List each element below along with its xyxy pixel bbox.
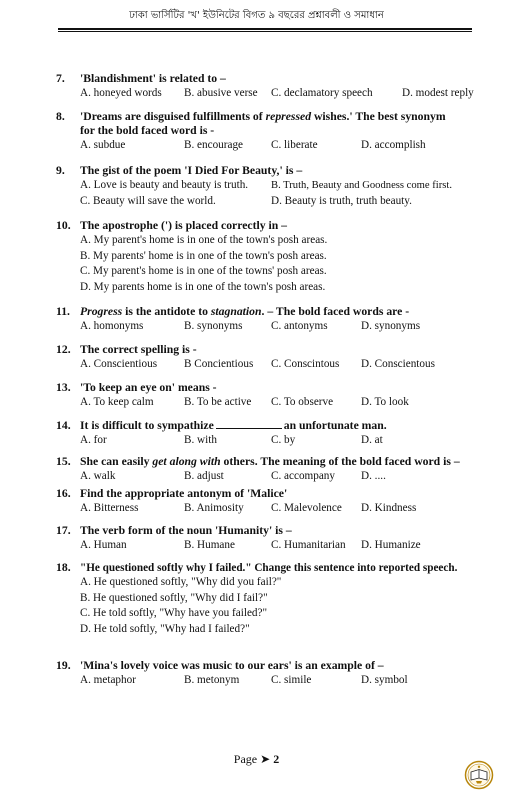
option-c: C. simile [271, 674, 312, 686]
question-text: The gist of the poem 'I Died For Beauty,' is – [80, 164, 303, 177]
option-d: D. To look [361, 396, 409, 408]
page-label: Page [233, 752, 258, 766]
option-b: B. Humane [184, 539, 235, 551]
option-a: A. metaphor [80, 674, 136, 686]
option-d: D. Conscientous [361, 358, 435, 370]
option-d: D. at [361, 434, 383, 446]
question-number: 17. [56, 524, 71, 537]
option-a: A. for [80, 434, 107, 446]
question-number: 13. [56, 381, 71, 394]
question-number: 11. [56, 305, 70, 318]
question-number: 14. [56, 419, 71, 432]
option-b: B. metonym [184, 674, 240, 686]
question-8 [56, 110, 476, 154]
option-d: D. Kindness [361, 502, 417, 514]
page-footer [0, 752, 513, 767]
option-b: B. To be active [184, 396, 252, 408]
question-9 [56, 164, 476, 209]
option-c: C. Conscintous [271, 358, 340, 370]
question-text: She can easily [80, 455, 153, 468]
option-b: B. synonyms [184, 320, 243, 332]
question-text: The verb form of the noun 'Humanity' is – [80, 524, 292, 537]
option-a: A. subdue [80, 139, 126, 151]
option-a: A. homonyms [80, 320, 144, 332]
question-18 [56, 561, 476, 637]
header-rule-thin [58, 31, 472, 32]
question-12 [56, 343, 476, 373]
question-text-continued: for the bold faced word is - [80, 124, 215, 137]
header-rule [58, 28, 472, 30]
question-text-emphasis: repressed [265, 110, 312, 123]
question-14 [56, 419, 476, 449]
question-text: It is difficult to sympathize [80, 419, 214, 432]
question-number: 16. [56, 487, 71, 500]
question-number: 18. [56, 561, 71, 574]
option-a: A. To keep calm [80, 396, 154, 408]
question-number: 15. [56, 455, 71, 468]
option-d: D. Beauty is truth, truth beauty. [271, 194, 412, 207]
question-number: 9. [56, 164, 65, 177]
option-b: B. Animosity [184, 502, 244, 514]
question-text: Find the appropriate antonym of 'Malice' [80, 487, 288, 500]
option-d: D. .... [361, 470, 386, 482]
question-text: . – The bold faced words are - [261, 305, 410, 318]
option-b: B. My parents' home is in one of the town's posh areas. [80, 249, 327, 262]
page-number: 2 [273, 752, 280, 766]
answer-blank [216, 428, 282, 429]
option-d: D. He told softly, "Why had I failed?" [80, 622, 250, 635]
option-d: D. My parents home is in one of the town's posh areas. [80, 280, 326, 293]
option-c: C. liberate [271, 139, 318, 151]
question-text: wishes.' The best synonym [311, 110, 446, 123]
option-a: A. honeyed words [80, 87, 162, 99]
arrow-icon: ➤ [260, 752, 271, 766]
question-text: The apostrophe (') is placed correctly in – [80, 219, 288, 232]
question-10 [56, 219, 476, 295]
option-b: B Concientious [184, 358, 254, 370]
option-c: C. antonyms [271, 320, 328, 332]
option-c: C. accompany [271, 470, 335, 482]
option-b: B. with [184, 434, 217, 446]
option-a: A. walk [80, 470, 116, 482]
question-text: "He questioned softly why I failed." Change this sentence into reported speech. [80, 562, 458, 574]
question-19 [56, 659, 476, 689]
option-b: B. encourage [184, 139, 244, 151]
question-text-emphasis: Progress [80, 305, 123, 318]
option-a: A. Bitterness [80, 502, 139, 514]
option-c: C. declamatory speech [271, 87, 373, 99]
question-text: others. The meaning of the bold faced word is – [220, 455, 460, 468]
question-number: 19. [56, 659, 71, 672]
option-a: A. Love is beauty and beauty is truth. [80, 179, 249, 191]
option-d: D. synonyms [361, 320, 421, 332]
option-d: D. modest reply [402, 87, 474, 99]
question-number: 10. [56, 219, 71, 232]
option-a: A. He questioned softly, "Why did you fail?" [80, 576, 282, 588]
question-text: The correct spelling is - [80, 343, 197, 356]
option-c: C. To observe [271, 396, 334, 408]
option-b: B. adjust [184, 470, 224, 482]
question-text-emphasis: stagnation [210, 305, 262, 318]
option-a: A. Human [80, 539, 127, 551]
question-text: is the antidote to [122, 305, 211, 318]
option-b: B. abusive verse [184, 87, 258, 99]
question-16 [56, 487, 476, 517]
question-text-emphasis: get along with [152, 455, 221, 468]
book-emblem-icon [464, 760, 494, 790]
option-c: C. My parent's home is in one of the towns' posh areas. [80, 265, 327, 277]
question-11 [56, 305, 476, 335]
option-c: C. He told softly, "Why have you failed?" [80, 607, 268, 619]
question-number: 12. [56, 343, 71, 356]
option-d: D. Humanize [361, 539, 421, 551]
option-c: C. Malevolence [271, 502, 342, 514]
question-number: 8. [56, 110, 65, 123]
option-c: C. Beauty will save the world. [80, 194, 216, 207]
option-b: B. Truth, Beauty and Goodness come first. [271, 180, 452, 191]
question-text: 'Mina's lovely voice was music to our ears' is an example of – [80, 659, 384, 672]
option-b: B. He questioned softly, "Why did I fail?" [80, 591, 268, 604]
option-c: C. Humanitarian [271, 539, 346, 551]
option-d: D. accomplish [361, 139, 426, 151]
question-17 [56, 524, 476, 554]
question-7 [56, 72, 476, 102]
question-text: 'To keep an eye on' means - [80, 381, 217, 394]
page-header: ঢাকা ভার্সিটির 'খ' ইউনিটের বিগত ৯ বছরের প্রশ্নাবলী ও সমাধান [129, 10, 384, 21]
question-text: 'Dreams are disguised fulfillments of [80, 110, 266, 123]
option-a: A. Conscientious [80, 358, 158, 370]
question-text: 'Blandishment' is related to – [80, 72, 226, 85]
question-15 [56, 455, 476, 485]
question-number: 7. [56, 72, 65, 85]
question-text: an unfortunate man. [283, 419, 387, 432]
option-d: D. symbol [361, 674, 408, 686]
question-13 [56, 381, 476, 411]
option-a: A. My parent's home is in one of the town's posh areas. [80, 234, 328, 246]
option-c: C. by [271, 434, 296, 446]
